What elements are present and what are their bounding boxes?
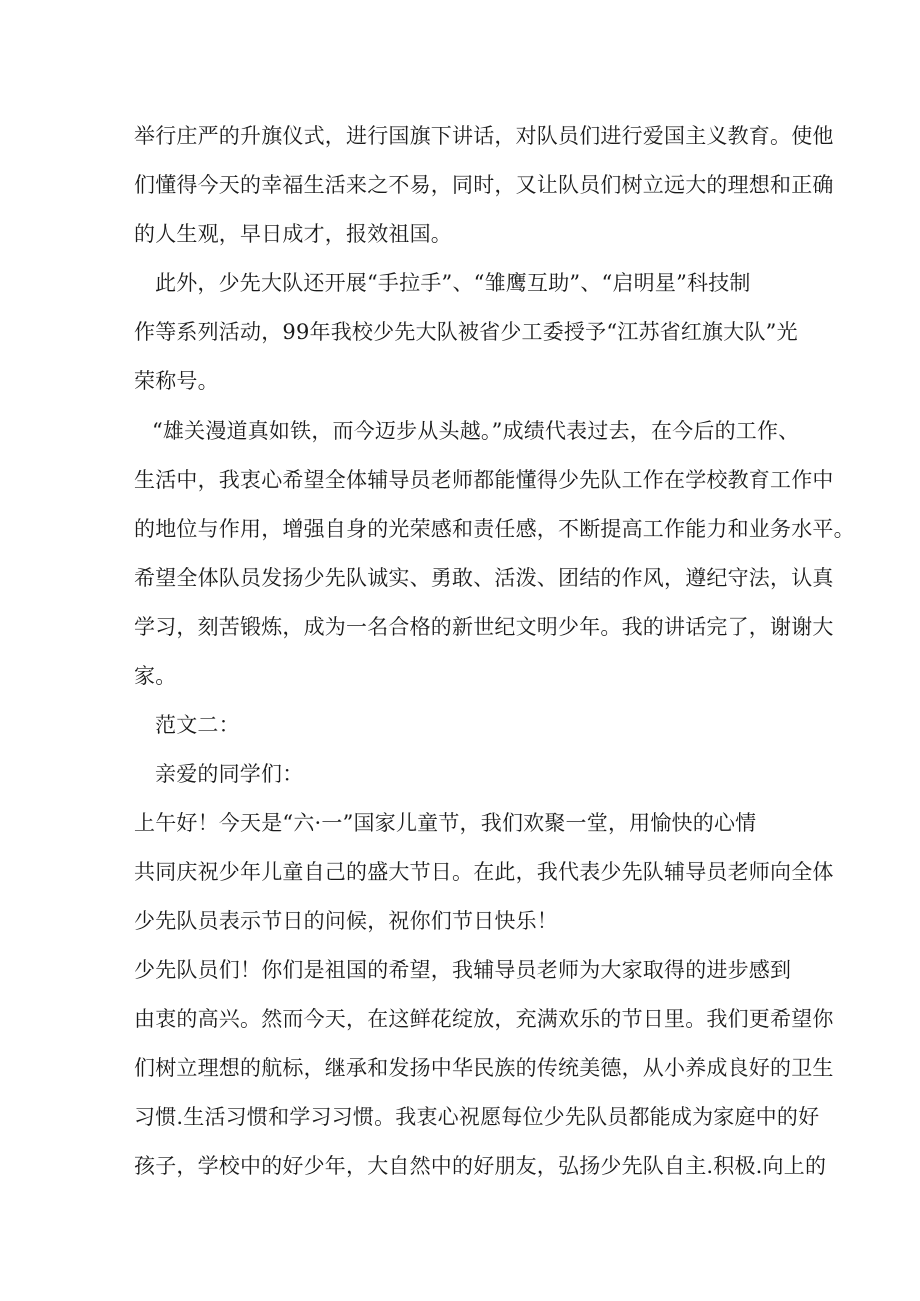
text-line: 学习，刻苦锻炼，成为一名合格的新世纪文明少年。我的讲话完了，谢谢大 [134, 615, 834, 639]
text-line: 少先队员表示节日的问候，祝你们节日快乐！ [134, 909, 558, 933]
text-line: 们树立理想的航标，继承和发扬中华民族的传统美德，从小养成良好的卫生 [134, 1056, 834, 1080]
text-line: 荣称号。 [134, 369, 219, 393]
text-line: 举行庄严的升旗仪式，进行国旗下讲话，对队员们进行爱国主义教育。使他 [134, 124, 834, 148]
salutation: 亲爱的同学们： [155, 762, 304, 786]
text-line: 少先队员们！你们是祖国的希望，我辅导员老师为大家取得的进步感到 [134, 958, 792, 982]
text-line: 希望全体队员发扬少先队诚实、勇敢、活泼、团结的作风，遵纪守法，认真 [134, 566, 834, 590]
text-line: 习惯.生活习惯和学习习惯。我衷心祝愿每位少先队员都能成为家庭中的好 [134, 1105, 820, 1129]
text-line: 孩子，学校中的好少年，大自然中的好朋友，弘扬少先队自主.积极.向上的 [134, 1154, 827, 1178]
section-heading: 范文二： [155, 713, 240, 737]
text-line: 由衷的高兴。然而今天，在这鲜花绽放，充满欢乐的节日里。我们更希望你 [134, 1007, 834, 1031]
text-line: 此外，少先大队还开展“手拉手”、“雏鹰互助”、“启明星”科技制 [155, 271, 751, 295]
text-line: 家。 [134, 664, 177, 688]
text-line: 作等系列活动，99年我校少先大队被省少工委授予“江苏省红旗大队”光 [134, 320, 798, 344]
text-line: 上午好！今天是“六·一”国家儿童节，我们欢聚一堂，用愉快的心情 [134, 811, 757, 835]
text-line: “雄关漫道真如铁，而今迈步从头越。”成绩代表过去，在今后的工作、 [152, 419, 800, 443]
text-line: 生活中，我衷心希望全体辅导员老师都能懂得少先队工作在学校教育工作中 [134, 468, 834, 492]
text-line: 共同庆祝少年儿童自己的盛大节日。在此，我代表少先队辅导员老师向全体 [134, 860, 834, 884]
text-line: 的地位与作用，增强自身的光荣感和责任感，不断提高工作能力和业务水平。 [134, 517, 855, 541]
text-line: 们懂得今天的幸福生活来之不易，同时，又让队员们树立远大的理想和正确 [134, 173, 834, 197]
text-line: 的人生观，早日成才，报效祖国。 [134, 222, 452, 246]
